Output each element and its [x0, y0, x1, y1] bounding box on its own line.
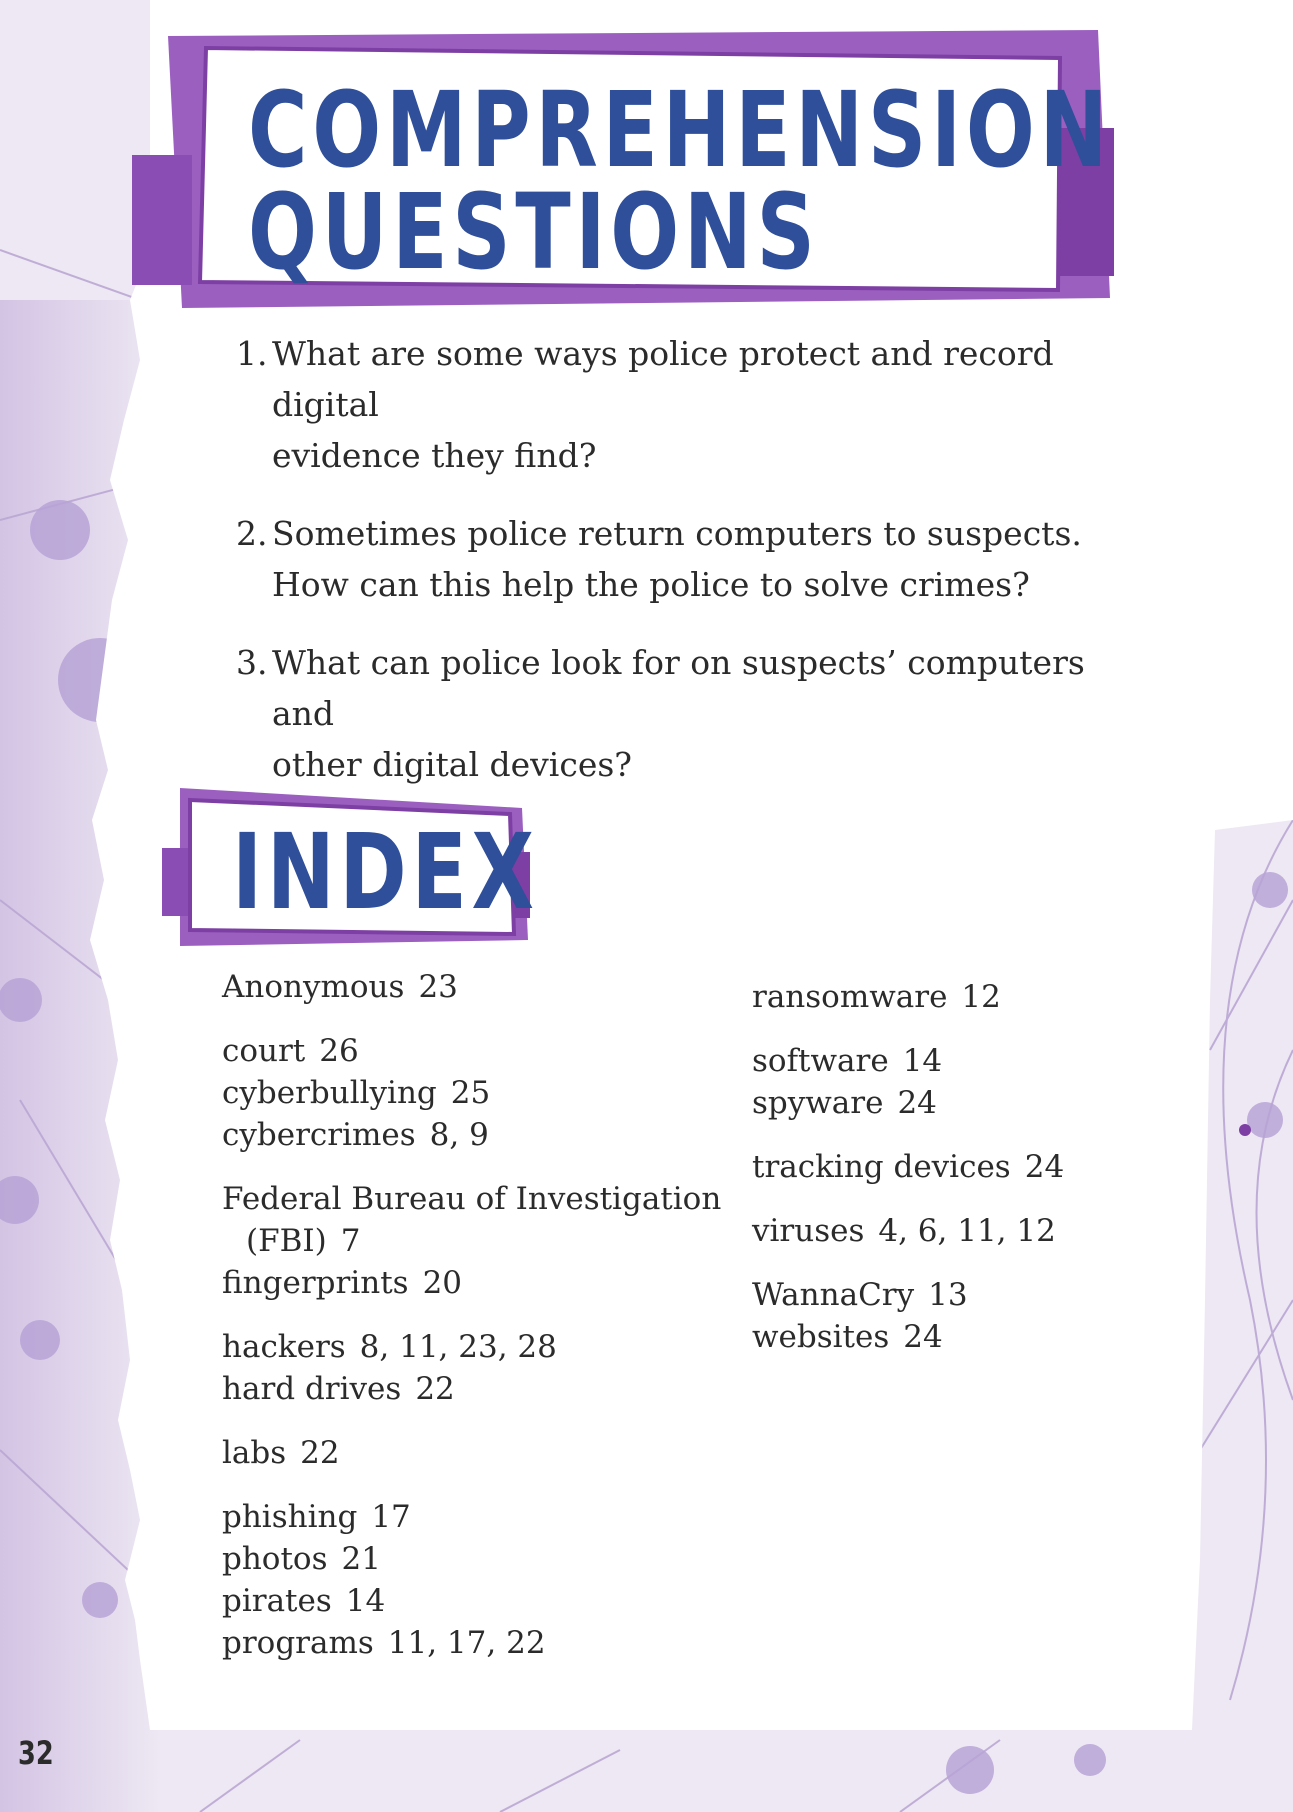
index-term: cybercrimes — [222, 1117, 416, 1153]
index-group — [222, 1178, 742, 1304]
index-group — [752, 976, 1172, 1018]
index-term: Anonymous — [222, 969, 405, 1005]
index-term: hard drives — [222, 1371, 402, 1407]
index-pages: 26 — [319, 1033, 359, 1069]
index-term: labs — [222, 1435, 287, 1471]
index-title: INDEX — [232, 811, 539, 933]
index-entry — [752, 1210, 1172, 1252]
index-term: tracking devices — [752, 1149, 1011, 1185]
index-entry — [222, 966, 742, 1008]
index-entry — [222, 1030, 742, 1072]
index-group — [222, 1326, 742, 1410]
index-entry — [752, 1316, 1172, 1358]
comprehension-title-line2: QUESTIONS — [248, 171, 820, 293]
index-entry — [222, 1072, 742, 1114]
index-term: hackers — [222, 1329, 346, 1365]
index-entry — [752, 1082, 1172, 1124]
index-pages: 24 — [1024, 1149, 1065, 1185]
question-text-line2: How can this help the police to solve crimes? — [272, 565, 1030, 604]
index-pages: 24 — [903, 1319, 943, 1355]
index-term: photos — [222, 1541, 328, 1577]
index-group — [752, 1210, 1172, 1252]
comprehension-title-line1: COMPREHENSION — [248, 69, 1113, 191]
index-pages: 4, 6, 11, 12 — [878, 1213, 1056, 1249]
index-pages: 8, 9 — [429, 1117, 489, 1153]
question-number: 3. — [236, 643, 268, 682]
index-term: (FBI) — [246, 1223, 327, 1259]
index-term: WannaCry — [752, 1277, 915, 1313]
question-number: 2. — [236, 514, 268, 553]
index-entry — [222, 1326, 742, 1368]
question-text-line1: What can police look for on suspects’ computers and — [272, 643, 1085, 733]
index-pages: 24 — [897, 1085, 937, 1121]
index-term: software — [752, 1043, 889, 1079]
index-group — [222, 966, 742, 1008]
index-pages: 17 — [371, 1499, 411, 1535]
index-term: spyware — [752, 1085, 884, 1121]
index-pages: 20 — [422, 1265, 463, 1301]
index-entry — [222, 1496, 742, 1538]
index-pages: 14 — [902, 1043, 943, 1079]
question-number: 1. — [236, 334, 268, 373]
index-pages: 11, 17, 22 — [387, 1625, 546, 1661]
index-entry — [222, 1622, 742, 1664]
question-text-line1: Sometimes police return computers to suspects. — [272, 514, 1082, 553]
index-entry — [222, 1114, 742, 1156]
index-pages: 23 — [418, 969, 458, 1005]
index-entry — [752, 1146, 1172, 1188]
index-pages: 7 — [340, 1223, 361, 1259]
index-pages: 8, 11, 23, 28 — [359, 1329, 557, 1365]
question-text-line2: evidence they find? — [272, 436, 597, 475]
index-entry — [222, 1580, 742, 1622]
index-pages: 21 — [341, 1541, 381, 1577]
index-entry — [752, 976, 1172, 1018]
index-group — [222, 1496, 742, 1664]
index-entry — [222, 1262, 742, 1304]
index-term: pirates — [222, 1583, 332, 1619]
index-entry — [222, 1538, 742, 1580]
index-term: fingerprints — [222, 1265, 409, 1301]
question-text-line1: What are some ways police protect and record digital — [272, 334, 1054, 424]
index-pages: 13 — [928, 1277, 968, 1313]
index-group — [752, 1040, 1172, 1124]
index-group — [222, 1030, 742, 1156]
index-pages: 12 — [961, 979, 1001, 1015]
index-entry — [222, 1432, 742, 1474]
index-column-right — [752, 976, 1172, 1380]
index-group — [222, 1432, 742, 1474]
index-pages: 25 — [450, 1075, 491, 1111]
index-entry — [752, 1274, 1172, 1316]
index-entry — [222, 1178, 742, 1220]
index-pages: 22 — [300, 1435, 340, 1471]
index-group — [752, 1274, 1172, 1358]
page-number: 32 — [18, 1734, 54, 1772]
index-term: cyberbullying — [222, 1075, 437, 1111]
index-group — [752, 1146, 1172, 1188]
index-entry — [222, 1220, 742, 1262]
index-entry — [752, 1040, 1172, 1082]
index-pages: 14 — [345, 1583, 386, 1619]
index-term: court — [222, 1033, 306, 1069]
index-term: phishing — [222, 1499, 358, 1535]
index-term: websites — [752, 1319, 890, 1355]
index-term: Federal Bureau of Investigation — [222, 1181, 722, 1217]
index-term: programs — [222, 1625, 374, 1661]
index-column-left — [222, 966, 742, 1686]
question-text-line2: other digital devices? — [272, 745, 633, 784]
index-entry — [222, 1368, 742, 1410]
index-term: ransomware — [752, 979, 948, 1015]
index-pages: 22 — [415, 1371, 455, 1407]
index-term: viruses — [752, 1213, 865, 1249]
